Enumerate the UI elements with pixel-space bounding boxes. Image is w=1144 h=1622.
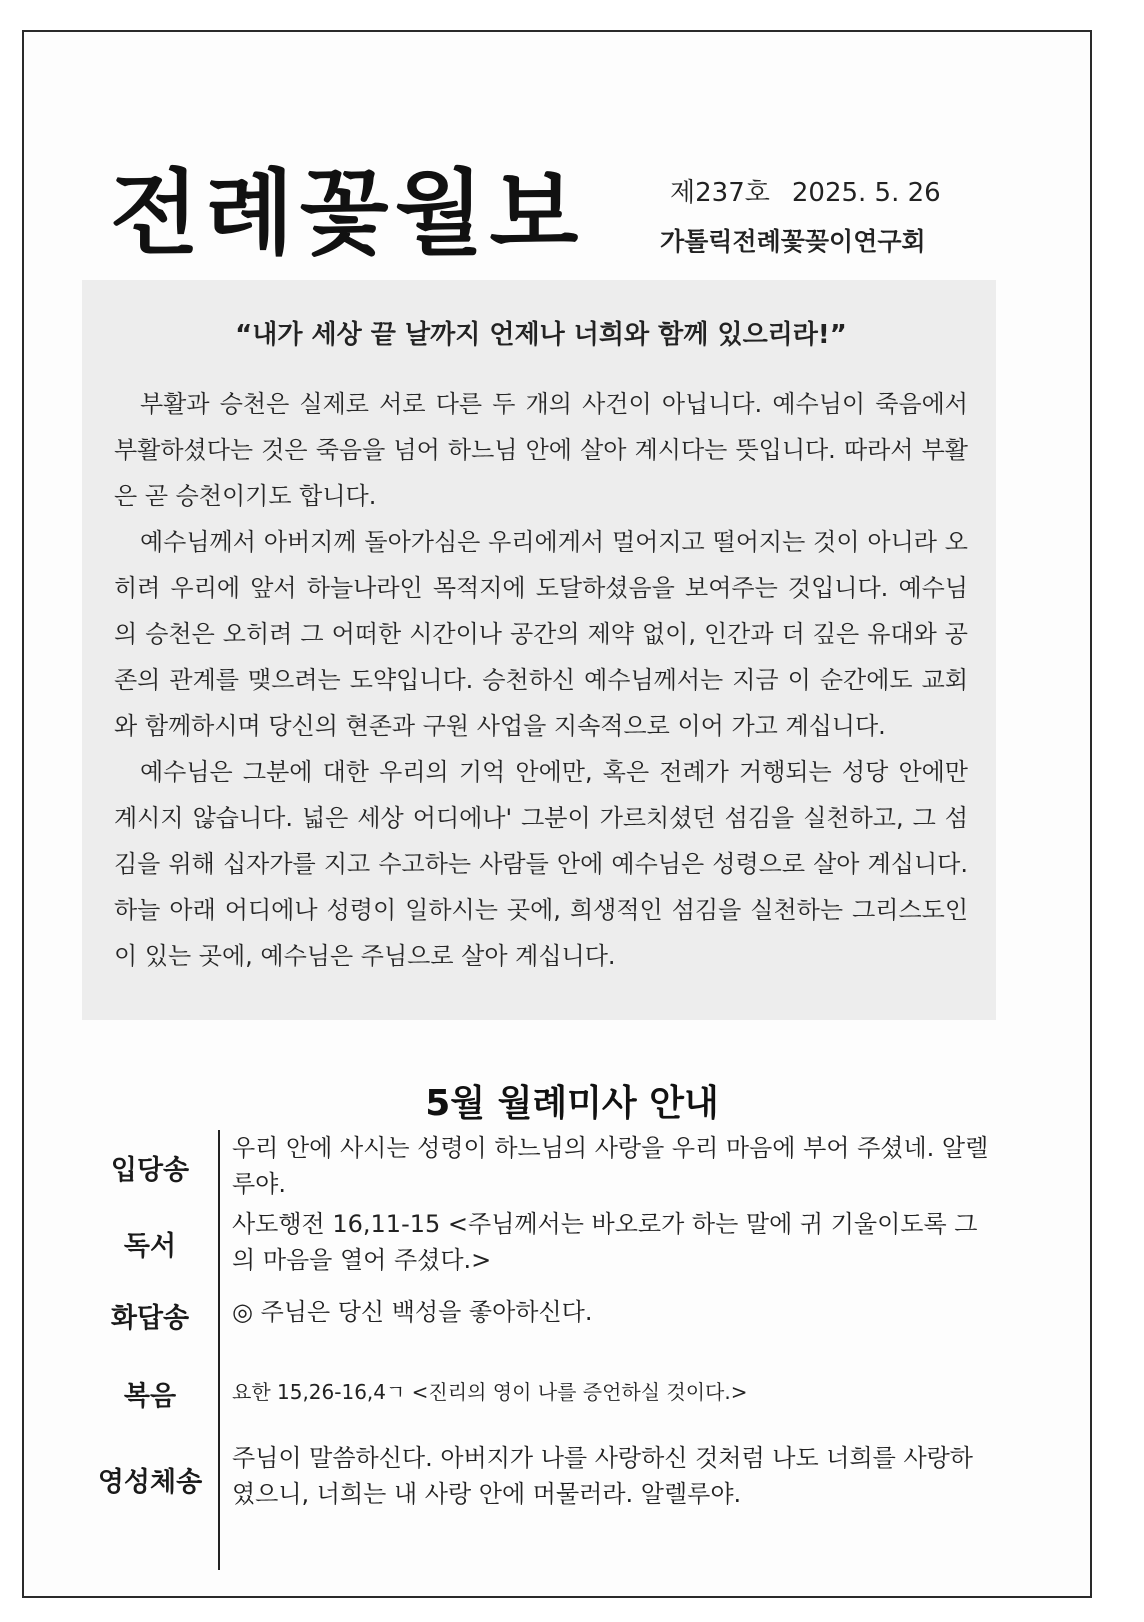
row-label: 화답송 — [110, 1303, 190, 1334]
bulletin-title: 전례꽃월보 — [110, 160, 585, 267]
issue-info — [670, 172, 941, 209]
message-box — [82, 280, 996, 1020]
row-label: 영성체송 — [97, 1467, 203, 1498]
row-text: 주님이 말씀하신다. 아버지가 나를 사랑하신 것처럼 나도 너희를 사랑하였으니, 너희는 내 사랑 안에 머물러라. 알렐루야. — [232, 1444, 973, 1508]
row-label: 복음 — [123, 1381, 177, 1412]
row-text: 요한 15,26-16,4ㄱ <진리의 영이 나를 증언하실 것이다.> — [232, 1380, 748, 1404]
issue-number: 제237호 — [670, 178, 770, 208]
row-text: 우리 안에 사시는 성령이 하느님의 사랑을 우리 마음에 부어 주셨네. 알렐루야. — [232, 1134, 989, 1198]
row-text: 사도행전 16,11-15 <주님께서는 바오로가 하는 말에 귀 기울이도록 그의 마음을 열어 주셨다.> — [232, 1210, 978, 1274]
mass-guide-title: 5월 월례미사 안내 — [425, 1083, 719, 1124]
publisher-name: 가톨릭전례꽃꽂이연구회 — [660, 227, 926, 256]
message-headline: “내가 세상 끝 날까지 언제나 너희와 함께 있으리라!” — [235, 320, 847, 350]
issue-date: 2025. 5. 26 — [791, 178, 941, 208]
row-label: 독서 — [123, 1231, 177, 1262]
message-paragraph: 부활과 승천은 실제로 서로 다른 두 개의 사건이 아닙니다. 예수님이 죽음에서 부활하셨다는 것은 죽음을 넘어 하느님 안에 살아 계시다는 뜻입니다. 따라서 부활은 곧 승천이기도 합니다. — [114, 390, 968, 510]
mass-guide-table — [90, 1130, 1000, 1570]
message-paragraph: 예수님은 그분에 대한 우리의 기억 안에만, 혹은 전례가 거행되는 성당 안에만 계시지 않습니다. 넓은 세상 어디에나' 그분이 가르치셨던 섬김을 실천하고, 그 섬김을 위해 십자가를 지고 수고하는 사람들 안에 예수님은 성령으로 살아 계십니다. 하늘 아래 어디에나 성령이 일하시는 곳에, 희생적인 섬김을 실천하는 그리스도인이 있는 곳에, 예수님은 주님으로 살아 계십니다. — [114, 758, 968, 970]
row-label: 입당송 — [110, 1155, 190, 1186]
row-text: ◎ 주님은 당신 백성을 좋아하신다. — [232, 1298, 593, 1326]
message-paragraph: 예수님께서 아버지께 돌아가심은 우리에게서 멀어지고 떨어지는 것이 아니라 오히려 우리에 앞서 하늘나라인 목적지에 도달하셨음을 보여주는 것입니다. 예수님의 승천은 오히려 그 어떠한 시간이나 공간의 제약 없이, 인간과 더 깊은 유대와 공존의 관계를 맺으려는 도약입니다. 승천하신 예수님께서는 지금 이 순간에도 교회와 함께하시며 당신의 현존과 구원 사업을 지속적으로 이어 가고 계십니다. — [114, 528, 968, 740]
table-divider — [218, 1130, 220, 1570]
